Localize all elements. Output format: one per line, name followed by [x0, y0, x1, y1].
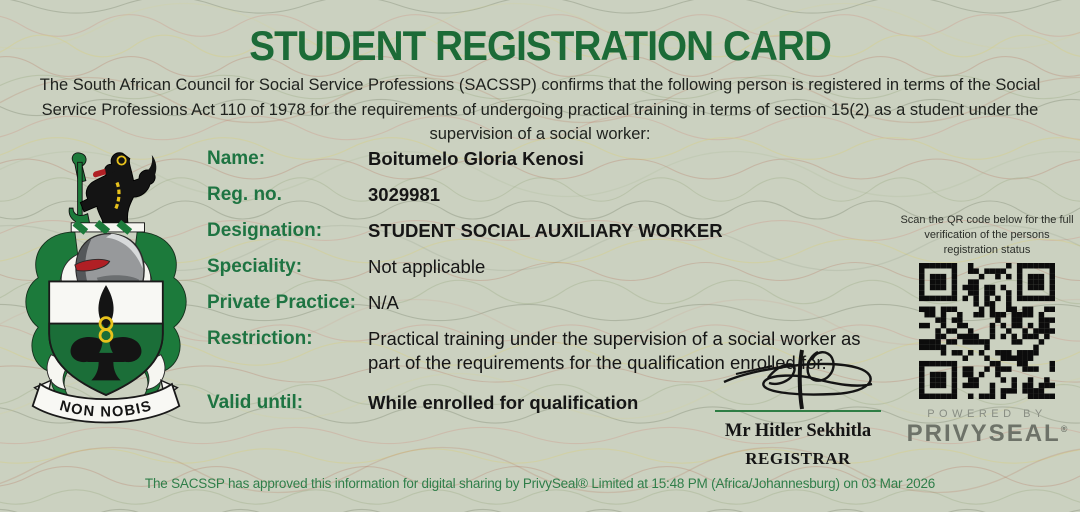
field-row-speciality	[207, 255, 907, 279]
field-value: 3029981	[368, 184, 441, 205]
field-value: Not applicable	[368, 256, 486, 277]
qr-panel	[898, 213, 1076, 448]
field-value: Practical training under the supervision of a social worker as part of the requirements for the qualification enrolled for.	[368, 328, 861, 373]
motto-text: NON NOBIS	[57, 398, 155, 421]
field-label: Speciality:	[207, 256, 303, 277]
field-row-name	[207, 147, 907, 171]
crest-lion	[69, 153, 156, 224]
registrar-title: REGISTRAR	[745, 449, 851, 468]
field-value: N/A	[368, 292, 399, 313]
crest-torse	[71, 223, 144, 232]
field-row-reg-no	[207, 183, 907, 207]
field-label: Reg. no.	[207, 184, 282, 205]
signature-image	[706, 348, 890, 410]
field-row-private-practice	[207, 291, 907, 315]
field-label: Restriction:	[207, 328, 313, 349]
privyseal-brand: PRIVYSEAL®	[906, 420, 1068, 447]
sacssp-coat-of-arms	[14, 144, 198, 428]
qr-instruction: Scan the QR code below for the full verification of the persons registration status	[900, 214, 1074, 256]
registrar-name: Mr Hitler Sekhitla	[724, 421, 872, 441]
field-label: Designation:	[207, 220, 323, 241]
intro-text: The South African Council for Social Service Professions (SACSSP) confirms that the following person is registered in terms of the Social Service Professions Act 110 of 1978 for the requirements of undergoing practical training in terms of section 15(2) as a student under the supervision of a social worker:	[39, 76, 1041, 143]
signature-line	[715, 410, 881, 412]
field-label: Valid until:	[207, 392, 304, 413]
qr-code	[919, 263, 1055, 399]
field-label: Name:	[207, 148, 266, 169]
signature-block	[698, 348, 898, 469]
field-value: While enrolled for qualification	[368, 392, 639, 413]
registered-mark: ®	[1060, 424, 1068, 434]
footer-note: The SACSSP has approved this information for digital sharing by PrivySeal® Limited at 15:48 PM (Africa/Johannesburg) on 03 Mar 2026	[144, 476, 936, 491]
field-value: Boitumelo Gloria Kenosi	[368, 148, 584, 169]
crest-shield	[49, 281, 163, 395]
powered-by-label: POWERED BY	[927, 408, 1047, 420]
field-value: STUDENT SOCIAL AUXILIARY WORKER	[368, 220, 723, 241]
field-row-designation	[207, 219, 907, 243]
field-label: Private Practice:	[207, 292, 356, 313]
page-title: STUDENT REGISTRATION CARD	[249, 22, 831, 69]
crest-helmet	[75, 234, 144, 285]
